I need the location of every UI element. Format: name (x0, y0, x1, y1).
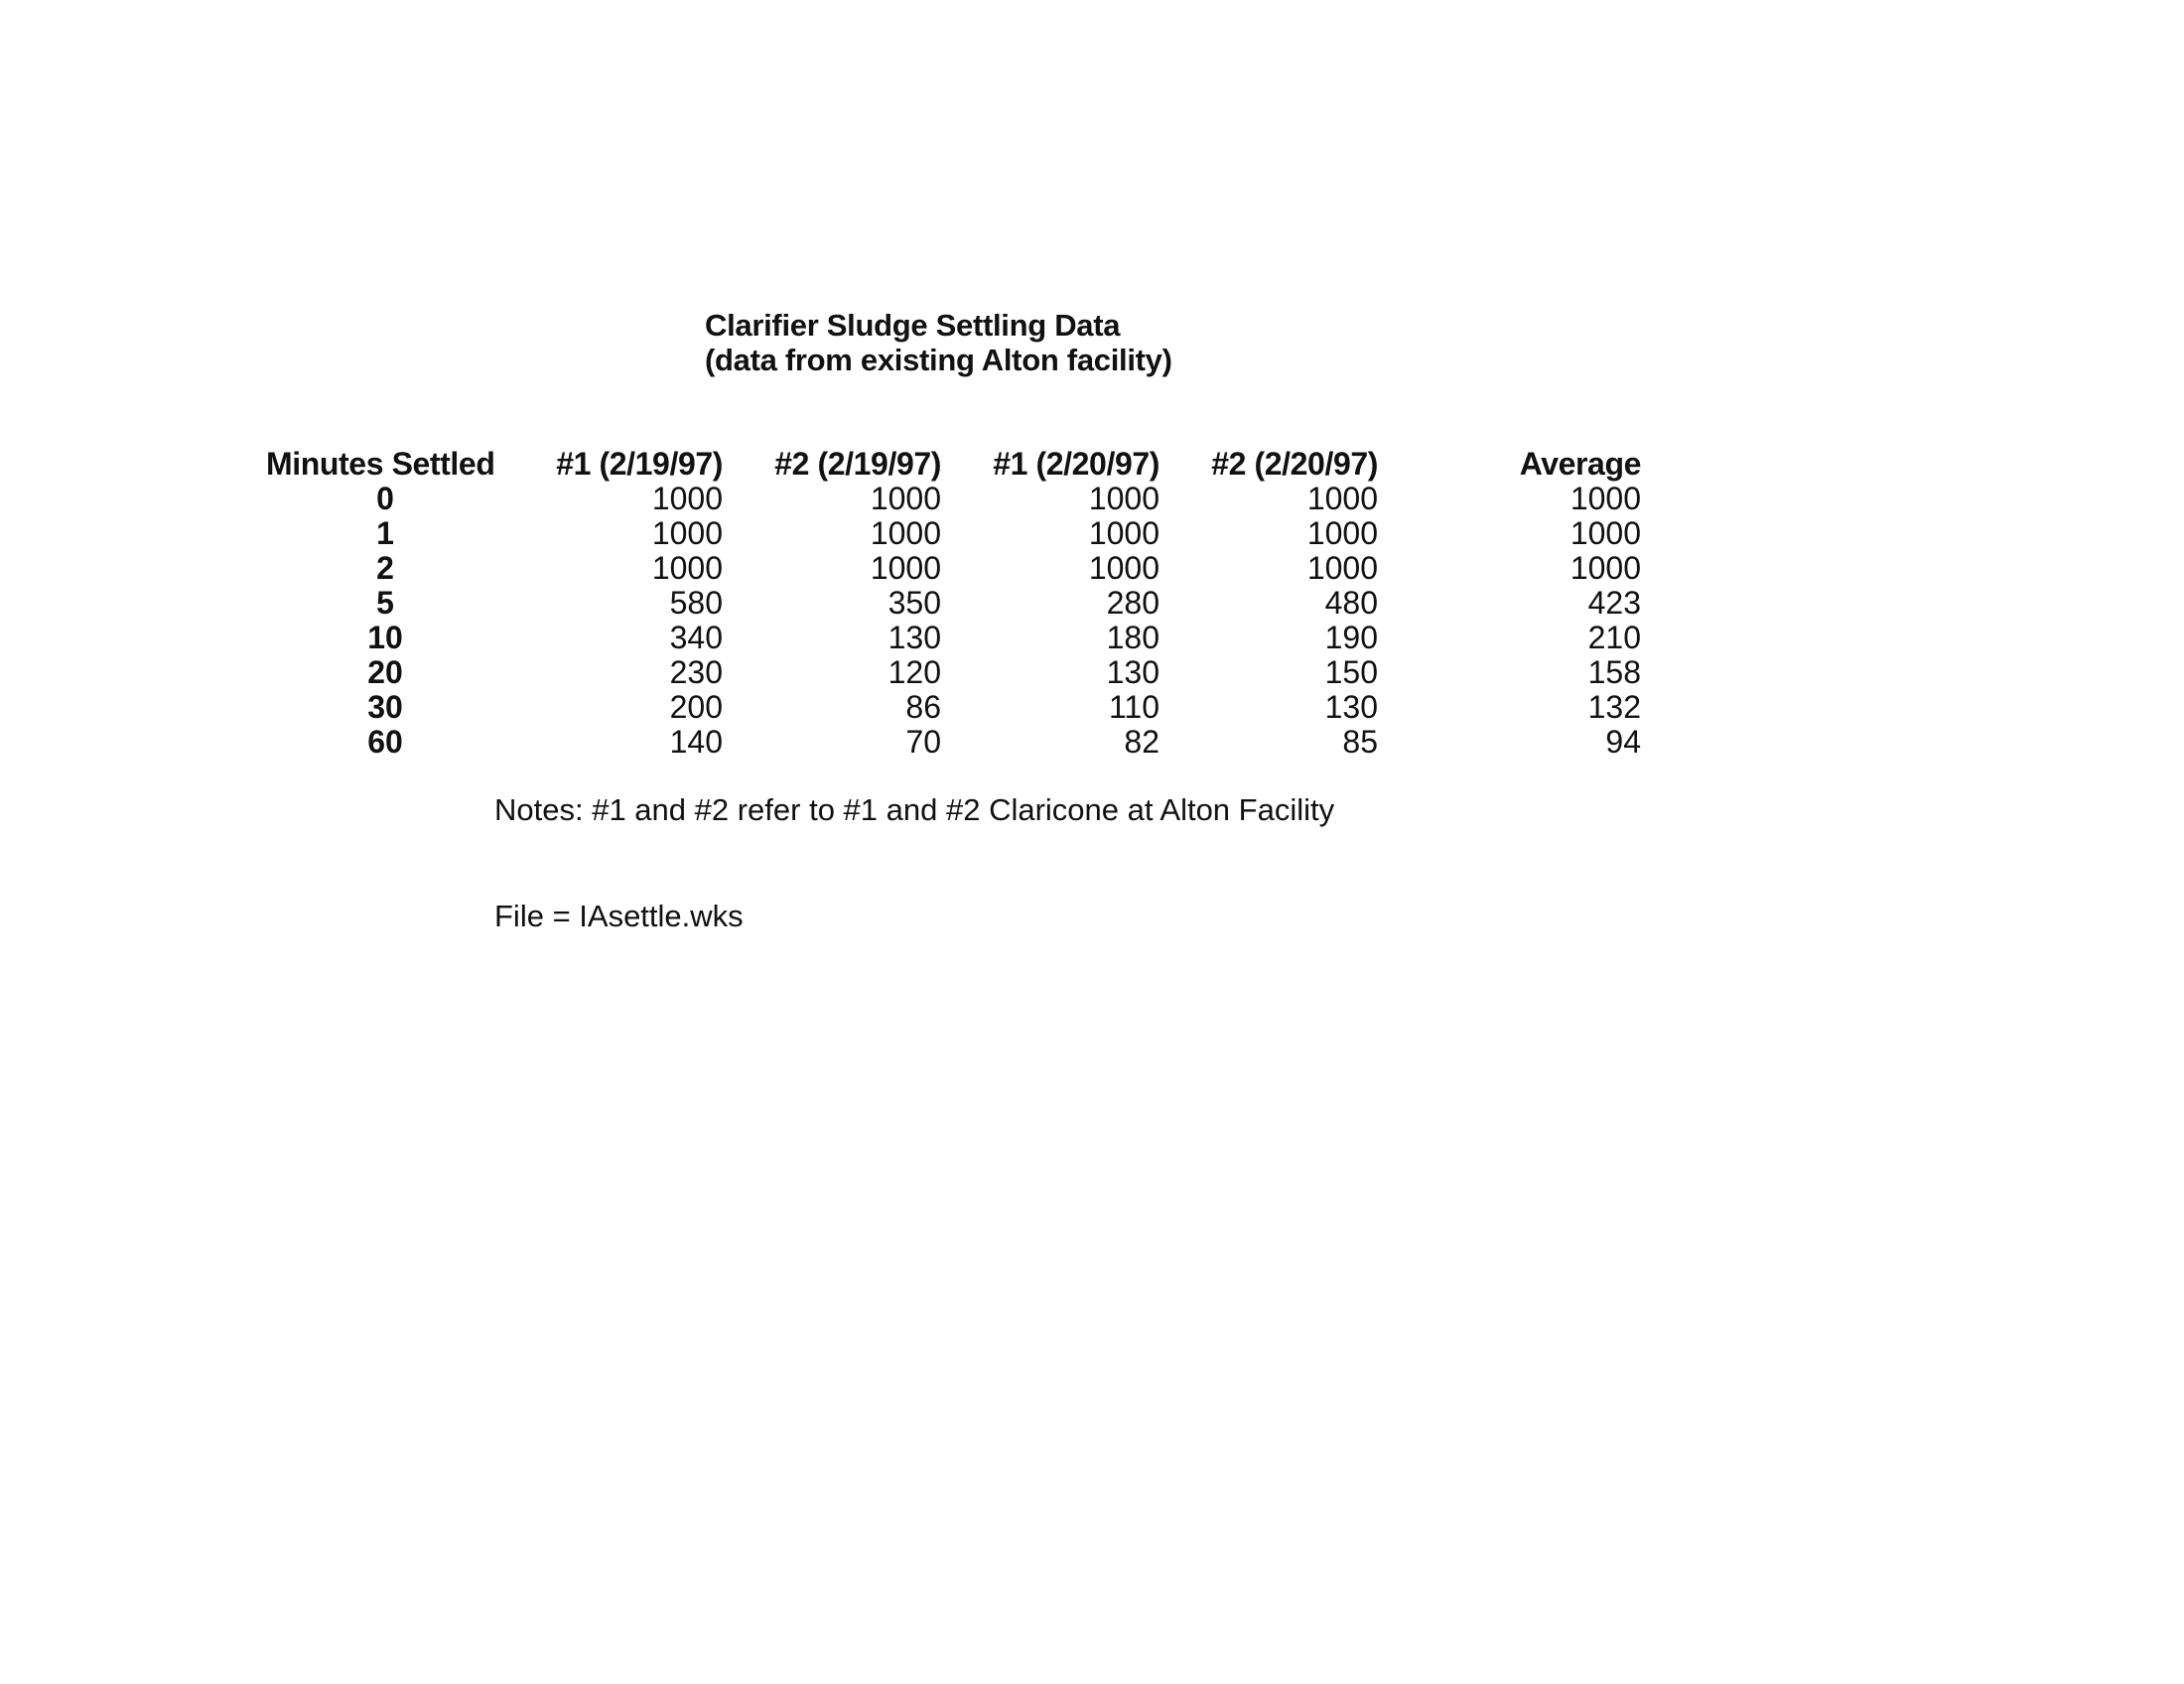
average-cell: 1000 (1570, 550, 1641, 586)
minutes-cell: 10 (367, 620, 403, 655)
table-row (266, 551, 1641, 586)
value-cell: 480 (1324, 585, 1378, 621)
table-row (266, 725, 1641, 760)
header-1-2-19-97: #1 (2/19/97) (556, 446, 723, 482)
value-cell: 1000 (870, 481, 941, 516)
table-header-row (266, 447, 1641, 482)
header-minutes-settled: Minutes Settled (266, 446, 495, 482)
value-cell: 1000 (870, 550, 941, 586)
value-cell: 130 (1106, 654, 1160, 690)
table-row (266, 586, 1641, 621)
header-average: Average (1519, 446, 1641, 482)
minutes-cell: 1 (376, 515, 394, 551)
header-1-2-20-97: #1 (2/20/97) (993, 446, 1160, 482)
value-cell: 130 (887, 620, 941, 655)
value-cell: 70 (905, 724, 941, 760)
value-cell: 82 (1124, 724, 1160, 760)
average-cell: 1000 (1570, 515, 1641, 551)
value-cell: 130 (1324, 689, 1378, 725)
value-cell: 150 (1324, 654, 1378, 690)
average-cell: 210 (1587, 620, 1641, 655)
value-cell: 1000 (1306, 550, 1378, 586)
table-row (266, 621, 1641, 655)
file-name-text: File = IAsettle.wks (494, 899, 744, 933)
title-line-2: (data from existing Alton facility) (705, 343, 1172, 377)
value-cell: 1000 (651, 481, 723, 516)
value-cell: 110 (1108, 689, 1160, 725)
minutes-cell: 0 (376, 481, 394, 516)
value-cell: 1000 (651, 550, 723, 586)
value-cell: 340 (669, 620, 723, 655)
document-title (705, 308, 1172, 377)
value-cell: 1000 (1088, 515, 1160, 551)
value-cell: 1000 (1306, 515, 1378, 551)
value-cell: 120 (887, 654, 941, 690)
value-cell: 350 (887, 585, 941, 621)
settling-data-table (266, 447, 1641, 760)
average-cell: 158 (1587, 654, 1641, 690)
value-cell: 1000 (651, 515, 723, 551)
value-cell: 86 (905, 689, 941, 725)
average-cell: 94 (1605, 724, 1641, 760)
notes-text: Notes: #1 and #2 refer to #1 and #2 Claricone at Alton Facility (494, 792, 1335, 827)
header-2-2-19-97: #2 (2/19/97) (774, 446, 941, 482)
table-row (266, 655, 1641, 690)
average-cell: 132 (1587, 689, 1641, 725)
value-cell: 580 (669, 585, 723, 621)
value-cell: 85 (1342, 724, 1378, 760)
value-cell: 280 (1106, 585, 1160, 621)
table-row (266, 482, 1641, 516)
minutes-cell: 2 (376, 550, 394, 586)
value-cell: 1000 (870, 515, 941, 551)
value-cell: 200 (669, 689, 723, 725)
value-cell: 140 (669, 724, 723, 760)
table-row (266, 516, 1641, 551)
minutes-cell: 5 (376, 585, 394, 621)
value-cell: 180 (1106, 620, 1160, 655)
header-2-2-20-97: #2 (2/20/97) (1211, 446, 1378, 482)
value-cell: 1000 (1088, 481, 1160, 516)
minutes-cell: 20 (367, 654, 403, 690)
average-cell: 1000 (1570, 481, 1641, 516)
value-cell: 230 (669, 654, 723, 690)
minutes-cell: 60 (367, 724, 403, 760)
value-cell: 190 (1324, 620, 1378, 655)
value-cell: 1000 (1306, 481, 1378, 516)
minutes-cell: 30 (367, 689, 403, 725)
average-cell: 423 (1587, 585, 1641, 621)
table-row (266, 690, 1641, 725)
title-line-1: Clarifier Sludge Settling Data (705, 308, 1121, 343)
value-cell: 1000 (1088, 550, 1160, 586)
